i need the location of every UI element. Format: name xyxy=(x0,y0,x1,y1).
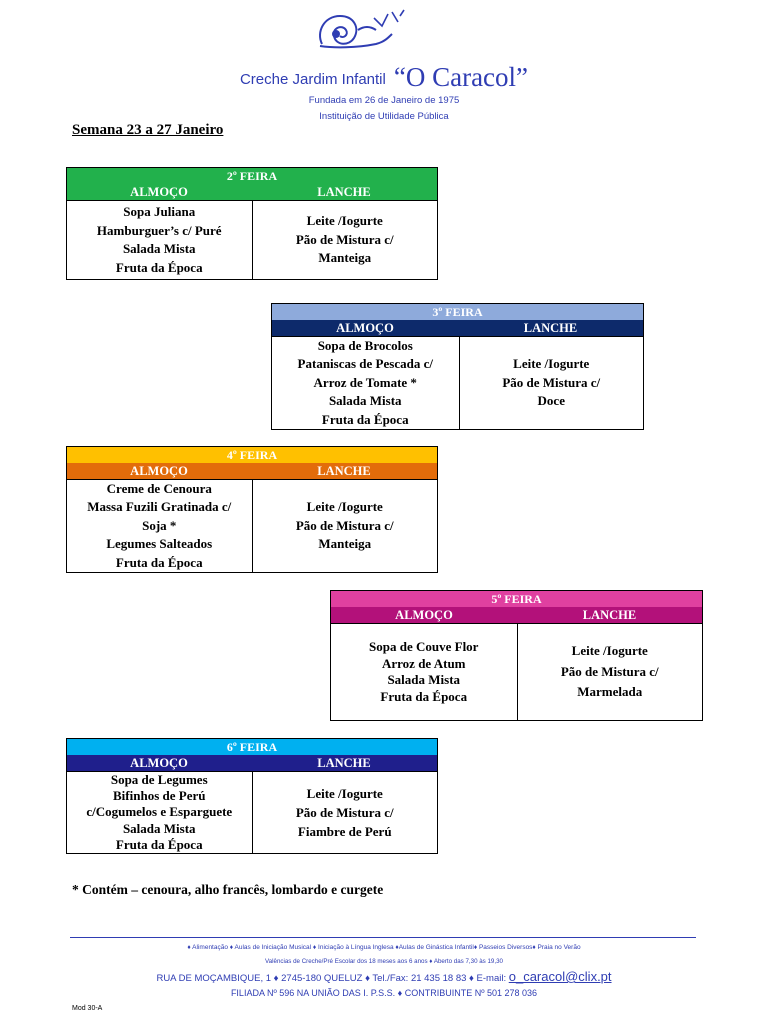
lunch-cell xyxy=(331,624,518,720)
lunch-item: Salada Mista xyxy=(387,672,461,687)
snack-item: Pão de Mistura c/ xyxy=(295,517,394,533)
lunch-item: c/Cogumelos e Esparguete xyxy=(86,804,233,820)
snack-item: Manteiga xyxy=(318,250,372,266)
org-prefix: Creche Jardim Infantil xyxy=(239,71,386,88)
lunch-item: Sopa de Legumes xyxy=(110,772,208,787)
lunch-item: Fruta da Época xyxy=(115,259,203,275)
lunch-item: Sopa de Brocolos xyxy=(317,337,413,353)
snack-item: Leite /Iogurte xyxy=(306,786,383,801)
day-tuesday xyxy=(271,303,644,430)
day-monday xyxy=(66,167,438,280)
lunch-item: Hamburguer’s c/ Puré xyxy=(96,222,222,238)
lunch-item: Sopa Juliana xyxy=(123,204,196,219)
snack-item: Doce xyxy=(537,393,565,409)
lunch-item: Legumes Salteados xyxy=(106,536,213,552)
snack-item: Marmelada xyxy=(577,684,643,700)
col-lunch: ALMOÇO xyxy=(130,756,188,770)
lunch-cell xyxy=(272,337,460,429)
allergen-note: * Contém – cenoura, alho francês, lombardo e curgete xyxy=(72,882,384,897)
footer-filiada: FILIADA Nº 596 NA UNIÃO DAS I. P.S.S. ♦ CONTRIBUINTE Nº 501 278 036 xyxy=(230,988,538,998)
day-thursday xyxy=(330,590,703,721)
snack-item: Manteiga xyxy=(318,536,372,552)
lunch-item: Fruta da Época xyxy=(321,411,409,427)
col-snack: LANCHE xyxy=(582,608,637,622)
col-snack: LANCHE xyxy=(523,321,578,335)
footer-services: ♦ Alimentação ♦ Aulas de Iniciação Musical ♦ Iniciação à Língua Inglesa ♦Aulas de Ginástica Infantil♦ Passeios Diversos♦ Praia no Verão xyxy=(187,944,581,951)
week-title: Semana 23 a 27 Janeiro xyxy=(72,122,224,138)
day-name: 5º FEIRA xyxy=(331,591,702,607)
founded-text: Fundada em 26 de Janeiro de 1975 xyxy=(308,95,460,106)
day-name: 4º FEIRA xyxy=(67,447,437,463)
column-headers xyxy=(67,184,437,200)
lunch-item: Pataniscas de Pescada c/ xyxy=(297,356,433,372)
day-name: 3º FEIRA xyxy=(272,304,643,320)
footer-divider xyxy=(70,937,696,938)
col-lunch: ALMOÇO xyxy=(130,185,188,199)
day-wednesday xyxy=(66,446,438,573)
col-snack: LANCHE xyxy=(317,185,371,199)
col-lunch: ALMOÇO xyxy=(395,608,453,622)
menu-body xyxy=(67,479,437,572)
lunch-item: Fruta da Época xyxy=(380,688,468,704)
snack-item: Leite /Iogurte xyxy=(306,499,383,515)
lunch-item: Bifinhos de Perú xyxy=(113,788,206,804)
day-friday xyxy=(66,738,438,854)
footer-address: RUA DE MOÇAMBIQUE, 1 ♦ 2745-180 QUELUZ ♦ Tel./Fax: 21 435 18 83 ♦ E-mail: xyxy=(156,973,507,984)
menu-body xyxy=(331,623,702,720)
column-headers xyxy=(67,755,437,771)
day-name: 6º FEIRA xyxy=(67,739,437,755)
lunch-item: Arroz de Atum xyxy=(381,655,466,671)
org-name: “O Caracol” xyxy=(393,62,529,92)
status-text: Instituição de Utilidade Pública xyxy=(319,111,449,122)
snack-cell xyxy=(518,624,703,720)
footer-valencias: Valências de Creche/Pré Escolar dos 18 meses aos 6 anos ♦ Aberto das 7,30 às 19,30 xyxy=(265,958,503,965)
col-lunch: ALMOÇO xyxy=(130,464,188,478)
lunch-item: Creme de Cenoura xyxy=(106,480,212,496)
lunch-item: Arroz de Tomate * xyxy=(313,374,417,390)
snack-item: Pão de Mistura c/ xyxy=(295,805,394,820)
snail-icon xyxy=(314,8,410,54)
snack-item: Pão de Mistura c/ xyxy=(295,231,394,247)
lunch-item: Soja * xyxy=(142,517,177,533)
lunch-cell xyxy=(67,201,253,279)
lunch-item: Salada Mista xyxy=(122,820,196,836)
email-link[interactable]: o_caracol@clix.pt xyxy=(508,969,612,984)
menu-body xyxy=(67,771,437,853)
column-headers xyxy=(67,463,437,479)
col-lunch: ALMOÇO xyxy=(336,321,394,335)
day-name: 2º FEIRA xyxy=(67,168,437,184)
lunch-item: Fruta da Época xyxy=(115,836,203,852)
snack-item: Fiambre de Perú xyxy=(297,824,392,839)
snack-cell xyxy=(253,480,438,572)
footer-address-line xyxy=(0,969,768,984)
column-headers xyxy=(272,320,643,336)
col-snack: LANCHE xyxy=(317,464,371,478)
lunch-item: Salada Mista xyxy=(122,241,196,256)
lunch-item: Massa Fuzili Gratinada c/ xyxy=(87,499,232,515)
lunch-cell xyxy=(67,480,253,572)
org-title xyxy=(0,62,768,93)
lunch-item: Sopa de Couve Flor xyxy=(369,639,479,654)
col-snack: LANCHE xyxy=(317,756,371,770)
snack-cell xyxy=(253,201,438,279)
lunch-item: Salada Mista xyxy=(328,393,402,409)
lunch-item: Fruta da Época xyxy=(115,554,203,570)
snack-item: Leite /Iogurte xyxy=(571,643,648,659)
column-headers xyxy=(331,607,702,623)
snack-item: Pão de Mistura c/ xyxy=(560,663,659,679)
menu-body xyxy=(272,336,643,429)
menu-body xyxy=(67,200,437,279)
snack-item: Pão de Mistura c/ xyxy=(502,374,601,390)
form-code: Mod 30-A xyxy=(72,1005,103,1012)
lunch-cell xyxy=(67,772,253,853)
snack-item: Leite /Iogurte xyxy=(513,356,590,372)
snack-item: Leite /Iogurte xyxy=(306,213,383,229)
snack-cell xyxy=(460,337,644,429)
logo xyxy=(314,8,410,54)
snack-cell xyxy=(253,772,438,853)
